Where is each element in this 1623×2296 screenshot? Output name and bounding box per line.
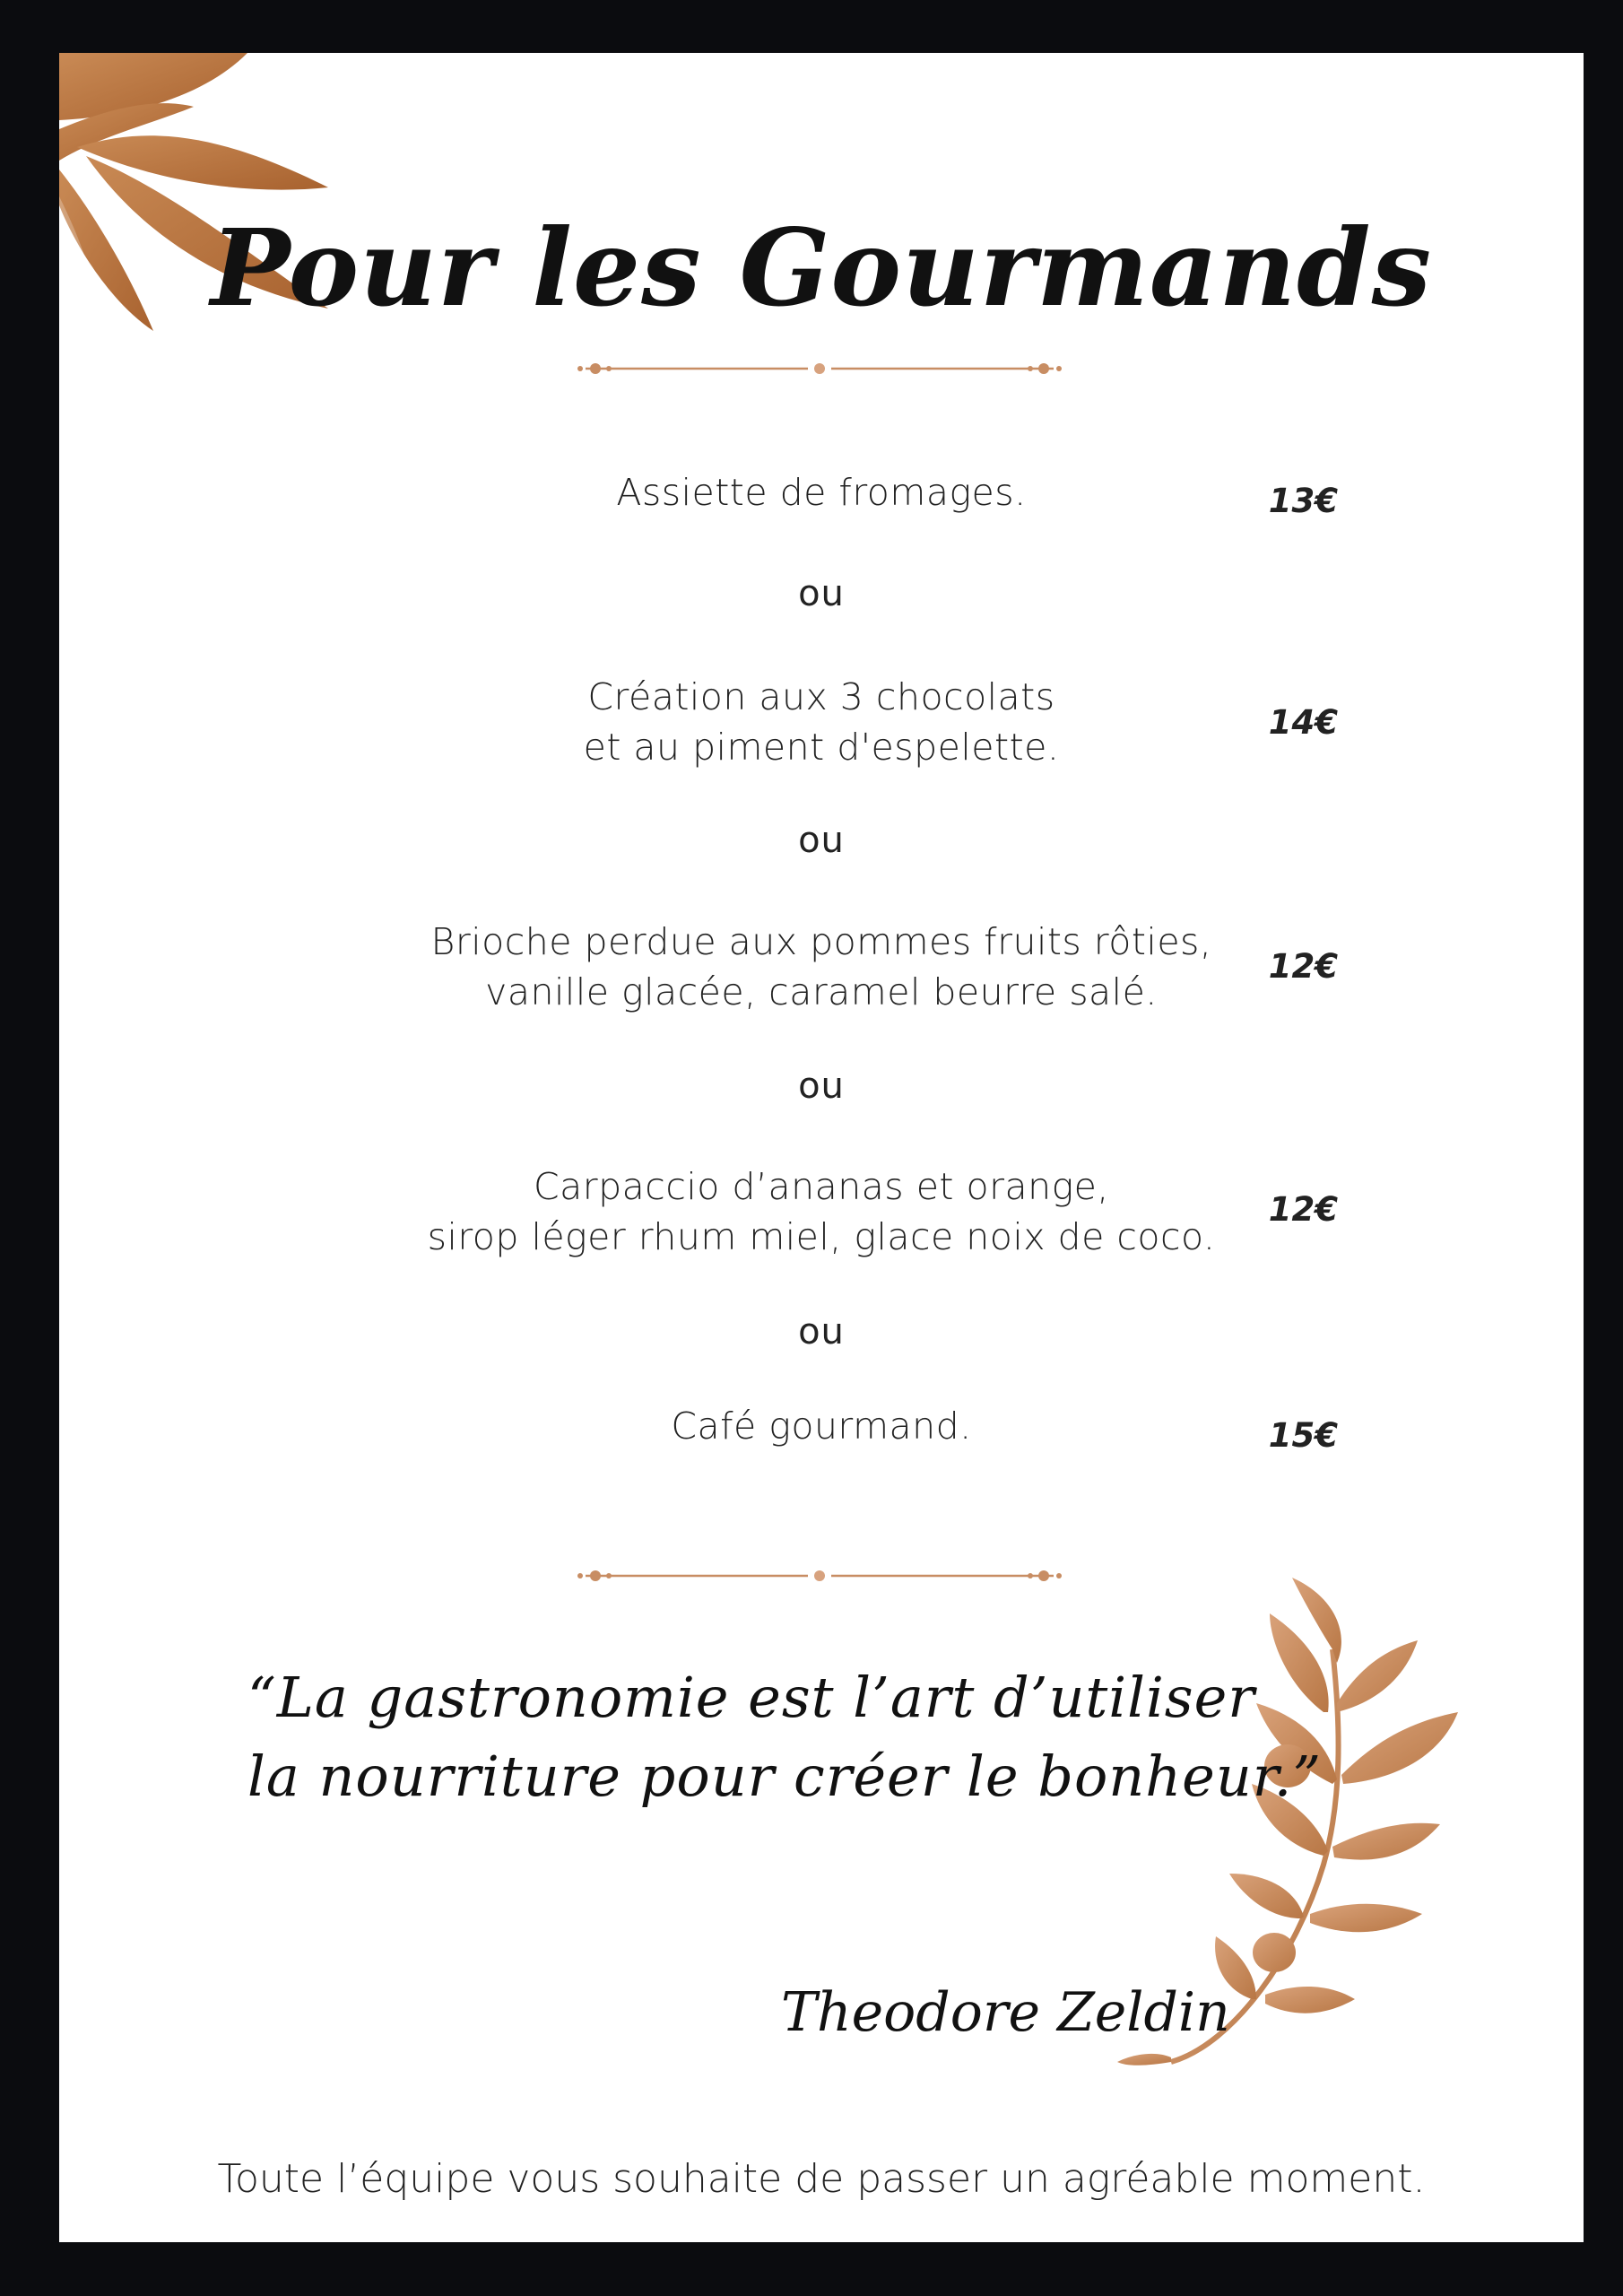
- quote-line: la nourriture pour créer le bonheur.”: [247, 1744, 1323, 1809]
- menu-item-price: 13€: [1268, 482, 1338, 520]
- menu-item-name: Carpaccio d’ananas et orange,: [534, 1165, 1109, 1208]
- menu-item-price: 12€: [1268, 1190, 1338, 1229]
- menu-item: [59, 1401, 1584, 1451]
- separator-text: ou: [798, 1311, 845, 1352]
- menu-page: [59, 53, 1584, 2242]
- separator-text: ou: [798, 1065, 845, 1107]
- quote-text: [247, 1658, 1324, 1816]
- menu-item-name: Assiette de fromages.: [616, 471, 1027, 514]
- menu-item-price: 12€: [1268, 947, 1338, 986]
- quote-line: “La gastronomie est l’art d’utiliser: [247, 1665, 1255, 1730]
- menu-item: [59, 1161, 1584, 1262]
- menu-item-name: Café gourmand.: [671, 1405, 972, 1448]
- menu-item-name: et au piment d'espelette.: [583, 726, 1060, 769]
- menu-item-name: Création aux 3 chocolats: [587, 675, 1055, 718]
- separator-text: ou: [798, 820, 845, 861]
- menu-item-name: sirop léger rhum miel, glace noix de coco.: [427, 1215, 1216, 1258]
- menu-item-price: 14€: [1268, 703, 1338, 742]
- menu-title: Pour les Gourmands: [210, 205, 1433, 330]
- ornament-divider-icon: [573, 1565, 1066, 1587]
- menu-item: [59, 672, 1584, 772]
- ornament-divider-icon: [573, 358, 1066, 379]
- menu-item-name: Brioche perdue aux pommes fruits rôties,: [430, 920, 1212, 963]
- quote-author-signature: Theodore Zeldin: [781, 1981, 1230, 2044]
- separator-text: ou: [798, 573, 845, 614]
- footer-message: Toute l’équipe vous souhaite de passer un agréable moment.: [217, 2156, 1426, 2202]
- menu-item: [59, 467, 1584, 517]
- menu-item-price: 15€: [1268, 1416, 1338, 1455]
- menu-item-name: vanille glacée, caramel beurre salé.: [485, 970, 1158, 1013]
- menu-item: [59, 917, 1584, 1017]
